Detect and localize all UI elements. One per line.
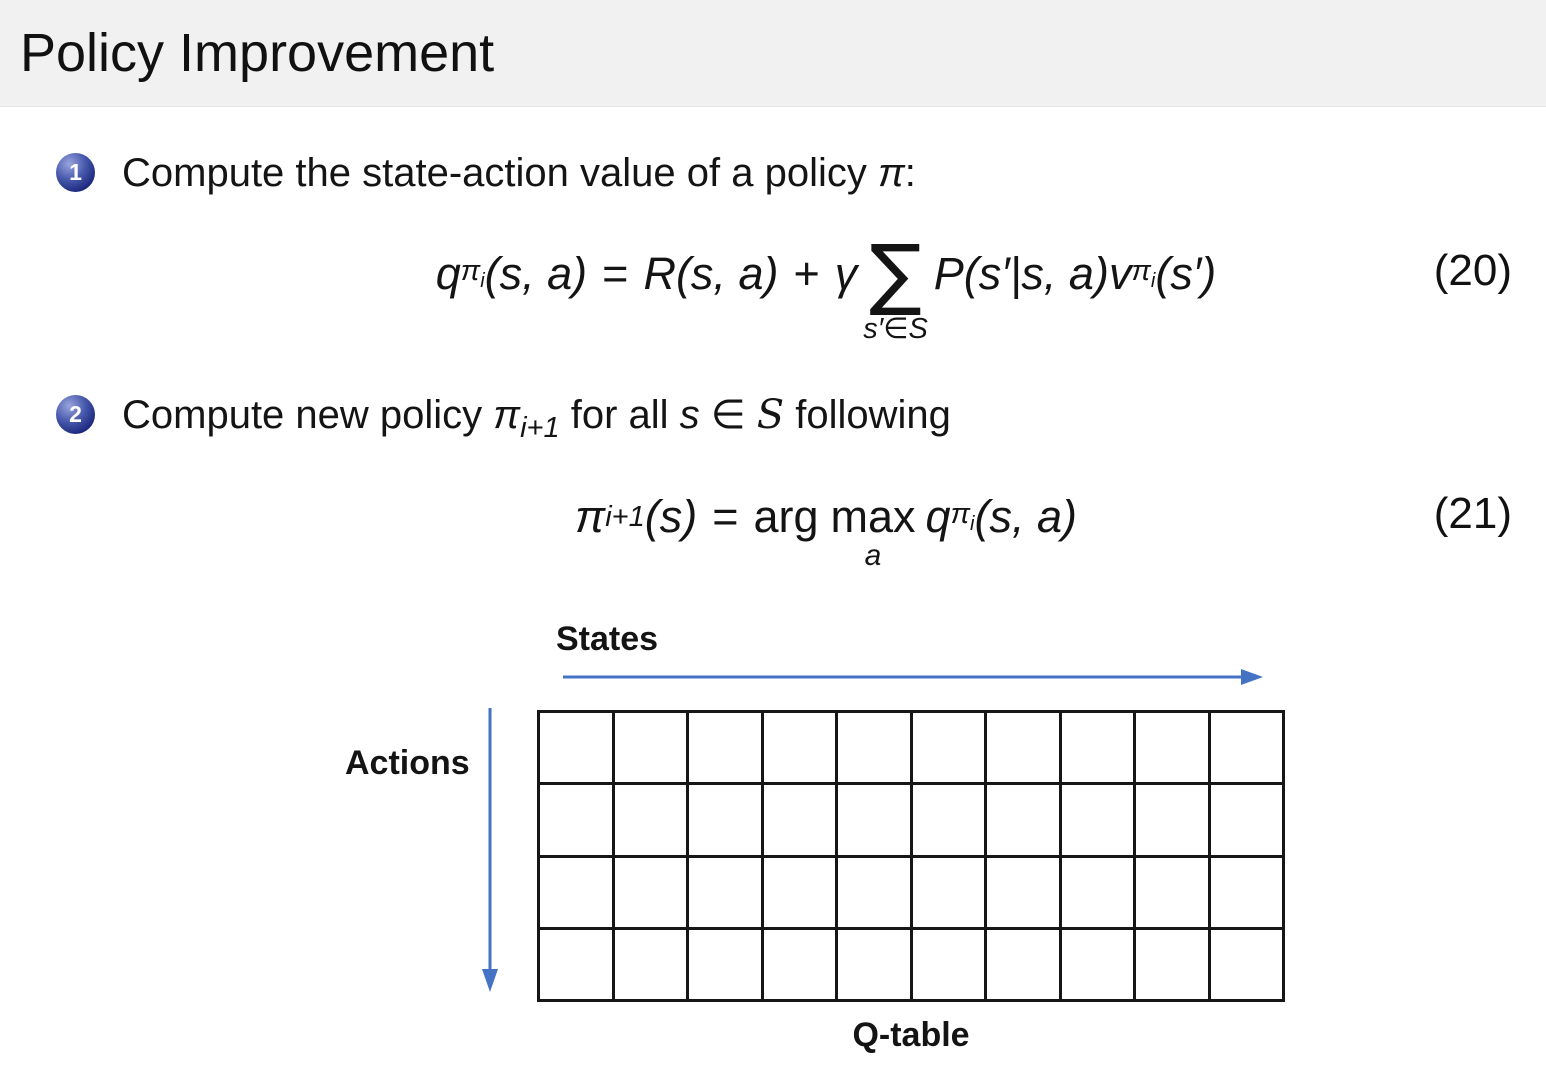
pi-symbol: π: [1131, 255, 1151, 288]
pi-symbol: π: [950, 498, 970, 531]
max-text: max: [830, 491, 916, 542]
math-pi-args: (s): [644, 491, 698, 542]
summation-subscript: s′∈S: [863, 313, 928, 345]
math-reward-term: R(s, a): [643, 248, 779, 299]
item-1-post: :: [904, 151, 916, 195]
q-table-cell: [764, 858, 836, 927]
math-q-superscript: [951, 498, 975, 536]
q-table-cell: [764, 713, 836, 782]
item-2-mid: for all: [559, 393, 680, 437]
equals-sign: =: [602, 248, 629, 299]
pi-symbol: π: [493, 393, 521, 437]
math-q: q: [925, 491, 951, 542]
item-number-badge-1: 1: [56, 153, 95, 192]
item-2-post: following: [784, 393, 951, 437]
q-table-cell: [1211, 858, 1283, 927]
argmax-subscript: a: [864, 539, 882, 572]
q-table-grid: [537, 710, 1285, 1002]
sigma-symbol: ∑: [869, 229, 922, 319]
q-table-cell: [1211, 713, 1283, 782]
actions-axis-label: Actions: [345, 744, 470, 782]
q-table-cell: [913, 930, 985, 999]
q-table-cell: [540, 858, 612, 927]
pi-symbol: π: [460, 255, 481, 288]
equation-20-number: (20): [1433, 246, 1512, 295]
pi-subscript: i+1: [605, 500, 645, 533]
math-transition-term: P(s′|s, a)v: [933, 248, 1132, 299]
pi-subscript: i+1: [520, 412, 560, 444]
plus-sign: +: [793, 248, 820, 299]
math-q-args: (s, a): [974, 491, 1077, 542]
q-table-cell: [689, 858, 761, 927]
q-table-cell: [689, 713, 761, 782]
q-table-cell: [913, 713, 985, 782]
item-2-text: [122, 391, 951, 452]
q-table-cell: [1211, 930, 1283, 999]
q-table-cell: [1136, 930, 1208, 999]
q-table-cell: [1062, 713, 1134, 782]
q-table-cell: [1136, 713, 1208, 782]
q-table-caption: Q-table: [852, 1016, 970, 1054]
item-2-pre: Compute new policy: [122, 393, 494, 437]
math-q: q: [435, 248, 461, 299]
math-v-args: (s′): [1155, 248, 1217, 299]
equation-20: [0, 226, 1546, 345]
math-i-sub: i: [970, 512, 975, 535]
q-table-cell: [615, 930, 687, 999]
q-table-cell: [615, 858, 687, 927]
q-table-cell: [838, 930, 910, 999]
q-table-cell: [987, 858, 1059, 927]
q-table-cell: [615, 713, 687, 782]
pi-symbol: π: [877, 151, 905, 195]
argmax-operator: [753, 491, 916, 572]
title-bar: [0, 0, 1546, 107]
math-q-args: (s, a): [484, 248, 588, 299]
list-item-1: [56, 149, 916, 197]
q-table-cell: [540, 785, 612, 854]
q-table-cell: [689, 930, 761, 999]
gamma-symbol: γ: [834, 248, 858, 299]
list-item-2: [56, 391, 951, 452]
math-v-superscript: [1131, 255, 1155, 293]
q-table-cell: [1062, 858, 1134, 927]
actions-arrow-icon: [478, 708, 502, 992]
q-table-cell: [540, 930, 612, 999]
equation-21-number: (21): [1433, 489, 1512, 538]
states-axis-label: States: [556, 620, 659, 658]
math-i-sub: i: [480, 269, 485, 292]
q-table-cell: [1136, 785, 1208, 854]
pi-symbol: π: [575, 491, 606, 542]
math-i-sub: i: [1150, 269, 1156, 292]
q-table-cell: [615, 785, 687, 854]
equation-21: [0, 482, 1546, 572]
page-title: Policy Improvement: [20, 23, 495, 83]
q-table-cell: [838, 785, 910, 854]
s-symbol: s: [679, 393, 700, 437]
q-table-cell: [1211, 785, 1283, 854]
q-table-cell: [1062, 930, 1134, 999]
item-number-badge-2: 2: [56, 395, 95, 434]
script-S-symbol: S: [756, 392, 785, 438]
q-table-cell: [1136, 858, 1208, 927]
q-table-cell: [913, 858, 985, 927]
max-stack: [830, 491, 916, 572]
element-of-symbol: ∈: [699, 393, 757, 437]
states-arrow-icon: [563, 666, 1263, 688]
equation-21-row: [575, 491, 1077, 572]
q-table-cell: [764, 930, 836, 999]
equals-sign: =: [712, 491, 739, 542]
q-table-cell: [987, 713, 1059, 782]
q-table-cell: [838, 713, 910, 782]
q-table-cell: [1062, 785, 1134, 854]
q-table-cell: [987, 785, 1059, 854]
q-table-cell: [838, 858, 910, 927]
summation: [863, 229, 928, 345]
item-1-pre: Compute the state-action value of a policy: [122, 151, 878, 195]
q-table-cell: [764, 785, 836, 854]
arg-text: arg: [753, 491, 819, 542]
q-table-cell: [540, 713, 612, 782]
q-table-cell: [987, 930, 1059, 999]
math-q-superscript: [461, 255, 485, 293]
q-table-cell: [913, 785, 985, 854]
q-table-cell: [689, 785, 761, 854]
item-1-text: [122, 149, 916, 197]
equation-20-row: [435, 229, 1217, 345]
